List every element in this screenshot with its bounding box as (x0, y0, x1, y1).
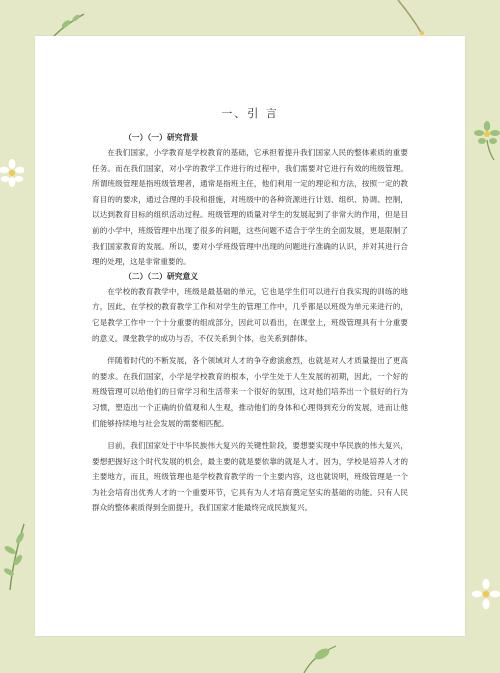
top-right-stem-icon (392, 0, 428, 36)
bottom-right-flower-icon (472, 578, 500, 610)
page-title: 一、引 言 (221, 107, 279, 120)
section-heading-background: （一）（一）研究背景 (124, 133, 199, 142)
paragraph: 目前，我们国家处于中华民族伟大复兴的关键性阶段，要想要实现中华民族的伟大复兴，要想把握好这个时代发展的机会，最主要的就是要依靠的就是人才。因为，学校是培养人才的主要地方，而且，班级管理也是学校教育教学的一个主要内容，这也就说明，班级管理是一个为社会培育出优秀人才的一个重要环节，它具有为人才培育奠定坚实的基础的功能。只有人民群众的整体素质得到全面提升，我们国家才能最终完成民族复兴。 (92, 441, 408, 513)
document-body (92, 131, 408, 516)
bottom-left-sprig-icon (0, 520, 34, 590)
paragraph: 在学校的教育教学中，班级是最基础的单元，它也是学生们可以进行自我实现的训练的地方，因此，在学校的教育教学工作和对学生的管理工作中，几乎都是以班级为单元来进行的，它是教学工作中一个十分重要的组成部分，因此可以看出，在课堂上，班级管理具有十分重要的意义。课堂教学的成功与否，不仅关系到个体，也关系到群体。 (92, 286, 408, 343)
bottom-leaf-icon (300, 632, 340, 673)
paragraph: 在我们国家，小学教育是学校教育的基础，它承担着提升我们国家人民的整体素质的重要任务。而在我们国家，对小学的教学工作进行的过程中，我们需要对它进行有效的班级管理。所谓班级管理是指班级管理者，通常是指班主任，他们利用一定的理论和方法，按照一定的教育目的的要求，通过合理的手段和措施，对班级中的各种资源进行计划、组织、协调、控制，以达到教育目标的组织活动过程。班级管理的质量对学生的发展起到了非常大的作用，但是目前的小学中，班级管理中出现了很多的问题，这些问题不适合于学生的全面发展，更是限制了我们国家教育的发展。所以，要对小学班级管理中出现的问题进行准确的认识，并对其进行合理的处理，这是非常重要的。 (92, 148, 408, 267)
top-left-sprig-icon (52, 10, 86, 38)
paragraph: 伴随着时代的不断发展，各个领域对人才的争夺愈演愈烈，也就是对人才质量提出了更高的要求。在我们国家，小学是学校教育的根本，小学生处于人生发展的初期，因此，一个好的班级管理可以给他们的日常学习和生活带来一个很好的氛围，这对他们培养出一个很好的行为习惯，塑造出一个正确的价值观和人生观，推动他们的身体和心理得到充分的发展，进而让他们能够持续地与社会发展的需要相匹配。 (92, 356, 408, 428)
left-flower-icon (0, 158, 24, 188)
section-heading-significance: （二）（二）研究意义 (124, 271, 199, 281)
right-flower-icon (474, 120, 500, 160)
